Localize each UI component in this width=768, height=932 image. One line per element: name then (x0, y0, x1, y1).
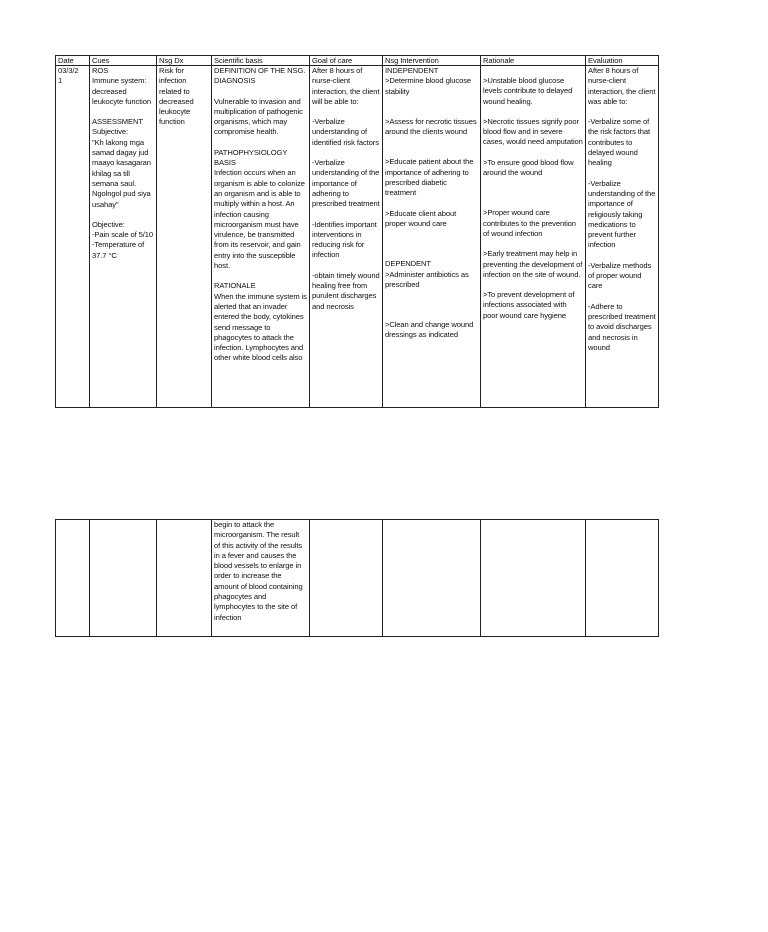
cues-cell (90, 520, 157, 637)
goal-intro: After 8 hours of nurse-client interaction, the client will be able to: (312, 66, 380, 106)
header-nsg-intervention: Nsg Intervention (383, 56, 481, 66)
scientific-basis-cell (212, 520, 310, 637)
nsg-dx-text: Risk for infection related to decreased leukocyte function (159, 66, 194, 127)
cues-cell (90, 66, 157, 408)
evaluation-item: -Adhere to prescribed treatment to avoid discharges and necrosis in wound (588, 301, 656, 352)
cues-ros: ROS Immune system: decreased leukocyte function (92, 66, 151, 106)
intervention-item: >Assess for necrotic tissues around the clients wound (385, 116, 477, 137)
rationale-cell (481, 520, 586, 637)
rationale-item: >Early treatment may help in preventing the development of infection on the site of wound. (483, 249, 583, 279)
nsg-intervention-cell (383, 520, 481, 637)
rationale-item: >Unstable blood glucose levels contribute to delayed wound healing. (483, 76, 573, 106)
header-scientific-basis: Scientific basis (212, 56, 310, 66)
date-text: 03/3/2 1 (58, 66, 79, 86)
evaluation-item: -Verbalize understanding of the importance of religiously taking medications to prevent further infection (588, 178, 656, 250)
intervention-item: >Educate client about proper wound care (385, 208, 457, 228)
table-row (56, 520, 659, 637)
goal-of-care-cell (310, 66, 383, 408)
care-plan-table (55, 55, 659, 408)
intervention-item: >Clean and change wound dressings as indicated (385, 320, 474, 340)
care-plan-continuation-table (55, 519, 659, 637)
evaluation-intro: After 8 hours of nurse-client interaction, the client was able to: (588, 66, 656, 106)
definition-text: Vulnerable to invasion and multiplication of pathogenic organisms, which may compromise health. (214, 96, 303, 137)
rationale-text: When the immune system is alerted that an invader entered the body, cytokines send message to phagocytes to attack the infection. Lymphocytes and other white blood cells also (214, 291, 307, 363)
goal-item: -obtain timely wound healing free from purulent discharges and necrosis (312, 270, 380, 311)
goal-item: -Identifies important interventions in reducing risk for infection (312, 219, 377, 260)
cues-assessment: ASSESSMENT Subjective: "Kh lakong mga samad dagay jud maayo kasagaran khilag sa till semana saul. Ngolngol pud siya usahay" (92, 117, 151, 209)
rationale-cell (481, 66, 586, 408)
rationale-item: >To prevent development of infections associated with poor wound care hygiene (483, 290, 575, 320)
definition-title: DEFINITION OF THE NSG. DIAGNOSIS (214, 66, 306, 86)
nsg-intervention-cell (383, 66, 481, 408)
header-row (56, 56, 659, 66)
independent-title: INDEPENDENT (385, 66, 439, 75)
table-row (56, 66, 659, 408)
pathophysiology-title: PATHOPHYSIOLOGY BASIS (214, 147, 288, 168)
rationale-item: >To ensure good blood flow around the wound (483, 157, 574, 178)
intervention-item: >Determine blood glucose stability (385, 76, 472, 96)
rationale-title: RATIONALE (214, 281, 256, 291)
header-evaluation: Evaluation (586, 56, 659, 66)
evaluation-cell (586, 520, 659, 637)
goal-of-care-cell (310, 520, 383, 637)
goal-item: -Verbalize understanding of the importance of adhering to prescribed treatment (312, 158, 380, 209)
header-rationale: Rationale (481, 56, 586, 66)
intervention-item: >Educate patient about the importance of adhering to prescribed diabetic treatment (385, 157, 474, 198)
intervention-item: >Administer antibiotics as prescribed (385, 269, 469, 289)
rationale-text-continued: begin to attack the microorganism. The result of this activity of the results in a fever and causes the blood vessels to enlarge in order to increase the amount of blood containing phagocytes and lymphocytes to the site of infection (214, 520, 303, 622)
nsg-dx-cell (157, 520, 212, 637)
goal-item: -Verbalize understanding of identified risk factors (312, 117, 379, 147)
header-nsg-dx: Nsg Dx (157, 56, 212, 66)
date-cell (56, 66, 90, 408)
header-cues: Cues (90, 56, 157, 66)
header-date: Date (56, 56, 90, 66)
evaluation-cell (586, 66, 659, 408)
date-cell (56, 520, 90, 637)
scientific-basis-cell (212, 66, 310, 408)
evaluation-item: -Verbalize methods of proper wound care (588, 260, 652, 291)
pathophysiology-text: Infection occurs when an organism is able to colonize an organism and is able to multiply within a host. An infection causing microorganism must have virulence, be transmitted from its reservoir, and gain entry into the susceptible host. (214, 168, 305, 271)
cues-objective: Objective: -Pain scale of 5/10 -Temperature of 37.7 °C (92, 219, 153, 260)
nsg-dx-cell (157, 66, 212, 408)
evaluation-item: -Verbalize some of the risk factors that contributes to delayed wound healing (588, 117, 651, 168)
dependent-title: DEPENDENT (385, 259, 431, 269)
rationale-item: >Necrotic tissues signify poor blood flow and in severe cases, would need amputation (483, 116, 583, 147)
header-goal-of-care: Goal of care (310, 56, 383, 66)
rationale-item: >Proper wound care contributes to the prevention of wound infection (483, 208, 576, 238)
